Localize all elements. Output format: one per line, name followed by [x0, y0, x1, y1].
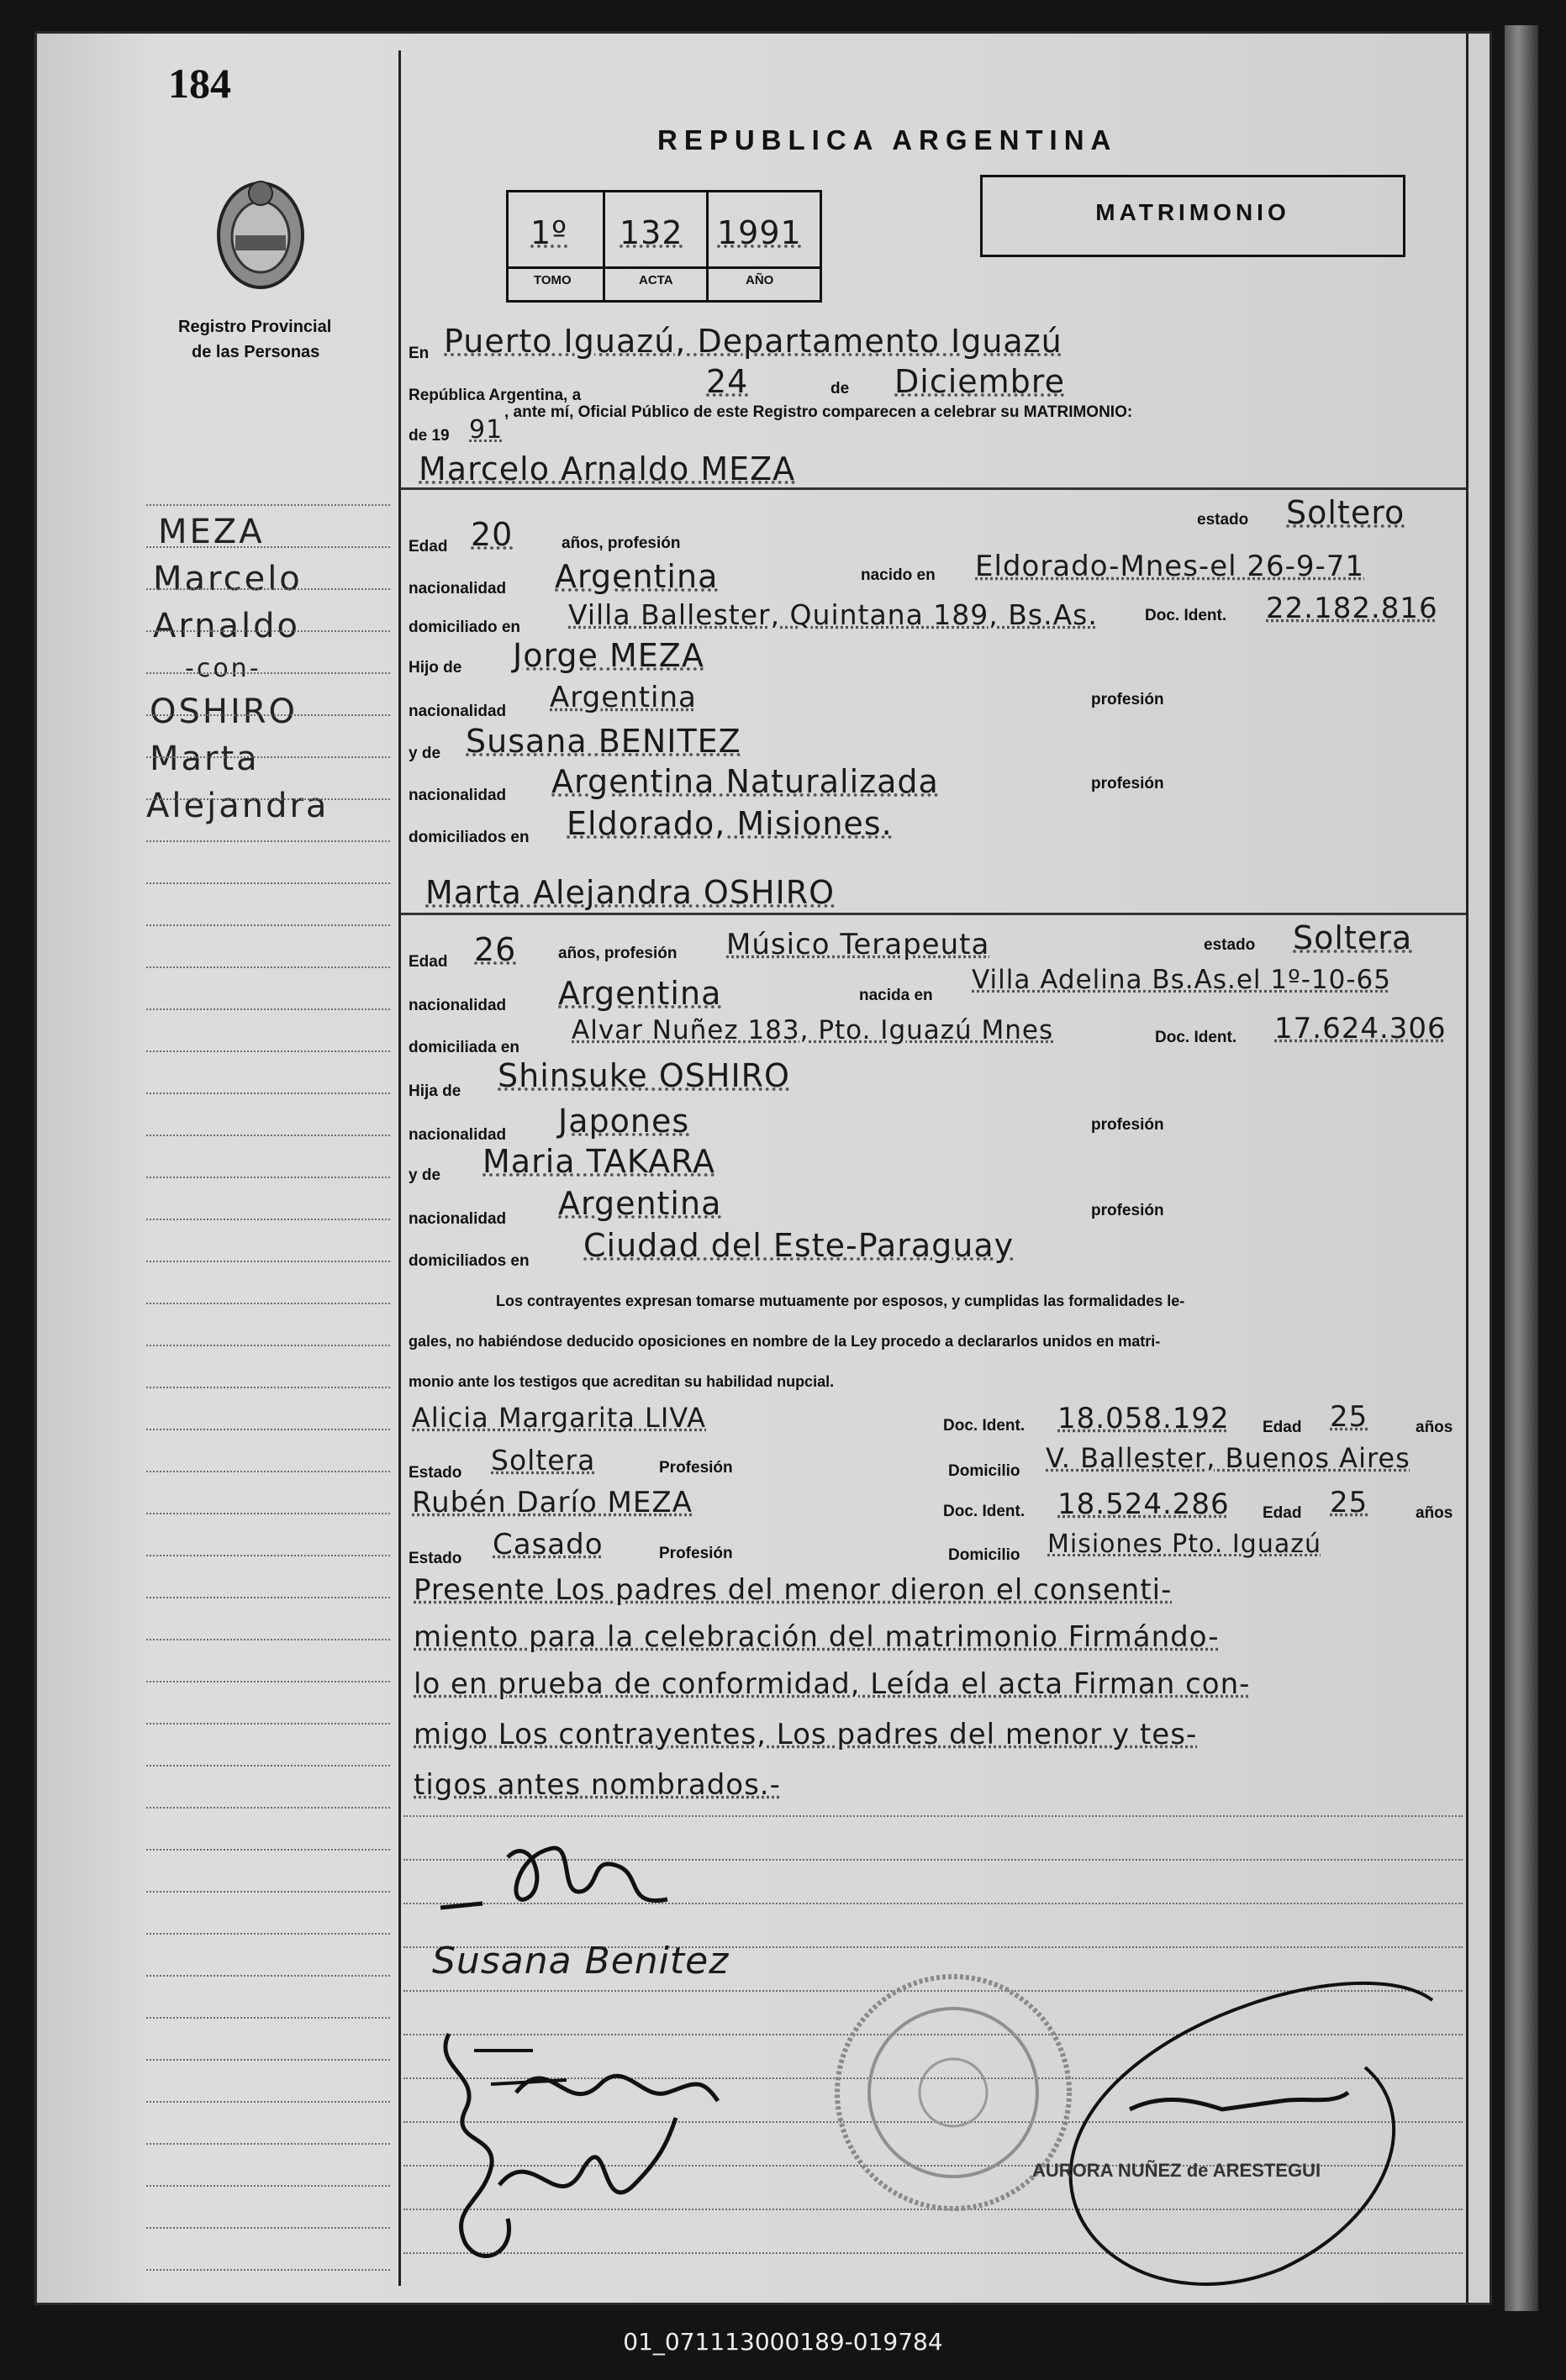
groom-nacionalidad-label: nacionalidad: [409, 580, 507, 598]
book-spine: [1505, 25, 1538, 2311]
groom-anos-label: años, profesión: [562, 534, 681, 552]
groom-profesion2-label: profesión: [1091, 775, 1164, 792]
margin-rule: [146, 1135, 390, 1137]
witness-2-domicilio: Misiones Pto. Iguazú: [1047, 1530, 1321, 1559]
margin-rule: [146, 504, 390, 507]
bride-nationality: Argentina: [558, 975, 722, 1012]
bride-mother-nat: Argentina: [558, 1185, 722, 1222]
witness-1-anos-label: años: [1416, 1419, 1453, 1436]
groom-divider: [400, 487, 1466, 490]
registry-line-1: Registro Provincial: [178, 318, 332, 336]
margin-rule: [146, 882, 390, 885]
groom-age: 20: [471, 516, 514, 553]
day: 24: [706, 363, 749, 400]
margin-rule: [146, 840, 390, 843]
witness-2-estado-label: Estado: [409, 1550, 462, 1567]
margin-rule: [146, 1050, 390, 1053]
witness-2-edad-label: Edad: [1263, 1504, 1302, 1522]
witness-1-name: Alicia Margarita LIVA: [412, 1402, 707, 1434]
witness-1-estado-label: Estado: [409, 1464, 462, 1482]
official-name: AURORA NUÑEZ de ARESTEGUI: [1032, 2160, 1321, 2181]
bride-estado-label: estado: [1204, 936, 1256, 954]
register-page: [37, 34, 1490, 2303]
acta-value: 132: [620, 214, 683, 251]
tomo-value: 1º: [530, 214, 568, 251]
bride-address: Alvar Nuñez 183, Pto. Iguazú Mnes: [572, 1015, 1054, 1045]
bride-nacida-label: nacida en: [859, 987, 933, 1004]
bride-profesion2-label: profesión: [1091, 1202, 1164, 1219]
groom-father-nat-label: nacionalidad: [409, 703, 507, 720]
margin-rule: [146, 798, 390, 801]
groom-mother: Susana BENITEZ: [466, 723, 741, 760]
coat-of-arms-icon: [210, 176, 311, 294]
margin-note-line: Marta: [150, 740, 260, 778]
groom-profesion-label: profesión: [1091, 691, 1164, 708]
margin-rule: [146, 1303, 390, 1305]
groom-y-de-label: y de: [409, 745, 441, 762]
witness-1-doc-label: Doc. Ident.: [943, 1417, 1026, 1435]
notes-line: tigos antes nombrados.-: [414, 1768, 781, 1802]
year-suffix: 91: [469, 415, 504, 445]
witness-2-age: 25: [1330, 1486, 1368, 1519]
margin-rule: [146, 2059, 390, 2061]
en-label: En: [409, 345, 430, 362]
bride-age: 26: [474, 931, 517, 968]
notes-line: Presente Los padres del menor dieron el consenti-: [414, 1573, 1173, 1607]
bride-y-de-label: y de: [409, 1166, 441, 1184]
registry-line-2: de las Personas: [192, 343, 320, 361]
margin-rule: [146, 1345, 390, 1347]
mother-signature: Susana Benitez: [432, 1940, 730, 1982]
margin-rule: [146, 1639, 390, 1641]
bride-hija-label: Hija de: [409, 1082, 461, 1100]
groom-nationality: Argentina: [555, 558, 719, 595]
witness-1-doc: 18.058.192: [1057, 1402, 1230, 1435]
margin-note-line: MEZA: [158, 513, 265, 551]
margin-rule: [146, 2101, 390, 2104]
witness-1-domicilio: V. Ballester, Buenos Aires: [1046, 1442, 1410, 1474]
notes-line: lo en prueba de conformidad, Leída el acta Firman con-: [414, 1667, 1251, 1701]
bride-born: Villa Adelina Bs.As.el 1º-10-65: [972, 965, 1391, 995]
witness-2-domicilio-label: Domicilio: [948, 1546, 1020, 1564]
margin-rule: [146, 1723, 390, 1725]
margin-rule: [146, 1765, 390, 1767]
margin-rule: [146, 966, 390, 969]
bride-profesion-label: profesión: [1091, 1116, 1164, 1134]
margin-rule: [146, 1093, 390, 1095]
groom-father-nat: Argentina: [550, 681, 697, 714]
year-prefix: de 19: [409, 427, 450, 445]
bride-full-name: Marta Alejandra OSHIRO: [425, 874, 836, 911]
tomo-label: TOMO: [534, 273, 572, 287]
parents-signatures-icon: [415, 2000, 768, 2286]
groom-doc: 22.182.816: [1266, 592, 1438, 625]
groom-doc-label: Doc. Ident.: [1145, 607, 1227, 624]
record-type-box: [980, 175, 1405, 257]
bride-mother: Maria TAKARA: [482, 1143, 715, 1180]
margin-rule: [146, 1219, 390, 1221]
witness-1-profesion-label: Profesión: [659, 1459, 733, 1477]
de-label: de: [830, 380, 850, 398]
margin-rule: [146, 2185, 390, 2188]
groom-signature-icon: [432, 1824, 701, 1925]
bride-domiciliados-label: domiciliados en: [409, 1252, 530, 1270]
groom-estado-label: estado: [1197, 511, 1249, 529]
bride-divider: [400, 913, 1466, 915]
country-title: REPUBLICA ARGENTINA: [657, 124, 1118, 155]
bride-father-nat: Japones: [558, 1103, 690, 1140]
margin-rule: [146, 1849, 390, 1851]
witness-1-domicilio-label: Domicilio: [948, 1462, 1020, 1480]
margin-rule: [146, 1933, 390, 1935]
groom-nacido-label: nacido en: [861, 566, 936, 584]
margin-divider: [398, 50, 401, 2286]
margin-rule: [146, 1008, 390, 1011]
witness-2-doc: 18.524.286: [1057, 1488, 1230, 1521]
bride-profession: Músico Terapeuta: [726, 928, 990, 961]
groom-domicilio-label: domiciliado en: [409, 619, 521, 636]
witness-2-anos-label: años: [1416, 1504, 1453, 1522]
witness-1-age: 25: [1330, 1400, 1368, 1434]
bride-parents-address: Ciudad del Este-Paraguay: [583, 1227, 1015, 1264]
bride-estado: Soltera: [1293, 919, 1413, 956]
groom-mother-nat-label: nacionalidad: [409, 787, 507, 804]
witness-2-name: Rubén Darío MEZA: [412, 1486, 693, 1519]
official-signature-icon: [1029, 1967, 1466, 2303]
margin-rule: [146, 588, 390, 591]
place: Puerto Iguazú, Departamento Iguazú: [444, 323, 1062, 360]
tomo-acta-box: [506, 190, 822, 303]
officer-text: , ante mí, Oficial Público de este Registro comparecen a celebrar su MATRIMONIO:: [504, 403, 1133, 421]
witness-2-profesion-label: Profesión: [659, 1545, 733, 1562]
notes-line: migo Los contrayentes, Los padres del menor y tes-: [414, 1718, 1198, 1751]
page-number: 184: [168, 60, 231, 107]
bride-mother-nat-label: nacionalidad: [409, 1210, 507, 1228]
margin-rule: [146, 2143, 390, 2146]
republica-label: República Argentina, a: [409, 387, 582, 404]
margin-rule: [146, 1261, 390, 1263]
margin-rule: [146, 2227, 390, 2230]
margin-note-line: -con-: [185, 654, 261, 683]
bride-nacionalidad-label: nacionalidad: [409, 997, 507, 1014]
notes-line: miento para la celebración del matrimonio Firmándo-: [414, 1620, 1220, 1654]
bride-doc: 17.624.306: [1274, 1012, 1447, 1045]
witness-2-estado: Casado: [493, 1528, 604, 1561]
margin-note-line: Marcelo: [153, 560, 303, 598]
bride-edad-label: Edad: [409, 953, 448, 971]
groom-born: Eldorado-Mnes-el 26-9-71: [975, 550, 1365, 583]
groom-parents-address: Eldorado, Misiones.: [567, 805, 893, 842]
groom-address: Villa Ballester, Quintana 189, Bs.As.: [568, 598, 1098, 631]
margin-rule: [146, 756, 390, 759]
margin-rule: [146, 924, 390, 927]
margin-rule: [146, 1807, 390, 1809]
bride-doc-label: Doc. Ident.: [1155, 1029, 1237, 1046]
margin-rule: [146, 1681, 390, 1683]
margin-rule: [146, 1471, 390, 1473]
content-rule: [403, 1815, 1463, 1818]
groom-domiciliados-label: domiciliados en: [409, 829, 530, 846]
groom-full-name: Marcelo Arnaldo MEZA: [419, 450, 796, 487]
margin-rule: [146, 1177, 390, 1179]
margin-note-line: OSHIRO: [150, 692, 298, 731]
margin-rule: [146, 630, 390, 633]
margin-rule: [146, 1513, 390, 1515]
declaration-line-2: gales, no habiéndose deducido oposiciones en nombre de la Ley procedo a declararlos unidos en matri-: [409, 1333, 1161, 1350]
ano-value: 1991: [717, 214, 802, 251]
bride-anos-label: años, profesión: [558, 945, 678, 962]
margin-rule: [146, 1429, 390, 1431]
margin-rule: [146, 1555, 390, 1557]
margin-rule: [146, 1387, 390, 1389]
groom-estado: Soltero: [1286, 494, 1405, 531]
ano-label: AÑO: [746, 273, 774, 287]
bride-father: Shinsuke OSHIRO: [498, 1057, 790, 1094]
month: Diciembre: [894, 363, 1065, 400]
witness-2-doc-label: Doc. Ident.: [943, 1503, 1026, 1520]
right-border: [1466, 34, 1468, 2303]
witness-1-estado: Soltera: [491, 1444, 596, 1477]
declaration-line-3: monio ante los testigos que acreditan su habilidad nupcial.: [409, 1373, 835, 1390]
groom-edad-label: Edad: [409, 538, 448, 556]
margin-rule: [146, 672, 390, 675]
groom-mother-nat: Argentina Naturalizada: [551, 763, 939, 800]
margin-rule: [146, 1975, 390, 1977]
margin-rule: [146, 546, 390, 549]
margin-note-line: Arnaldo: [153, 607, 300, 645]
acta-label: ACTA: [639, 273, 673, 287]
bride-domicilio-label: domiciliada en: [409, 1039, 519, 1056]
margin-rule: [146, 1891, 390, 1893]
margin-rule: [146, 2017, 390, 2019]
margin-rule: [146, 2269, 390, 2272]
margin-rule: [146, 1597, 390, 1599]
document-id: 01_071113000189-019784: [623, 2328, 943, 2356]
declaration-line-1: Los contrayentes expresan tomarse mutuamente por esposos, y cumplidas las formalidades le-: [496, 1293, 1185, 1309]
groom-hijo-label: Hijo de: [409, 659, 462, 677]
margin-rule: [146, 714, 390, 717]
witness-1-edad-label: Edad: [1263, 1419, 1302, 1436]
margin-note-line: Alejandra: [146, 787, 330, 825]
groom-father: Jorge MEZA: [513, 637, 704, 674]
record-type: MATRIMONIO: [1095, 199, 1290, 225]
bride-father-nat-label: nacionalidad: [409, 1126, 507, 1144]
